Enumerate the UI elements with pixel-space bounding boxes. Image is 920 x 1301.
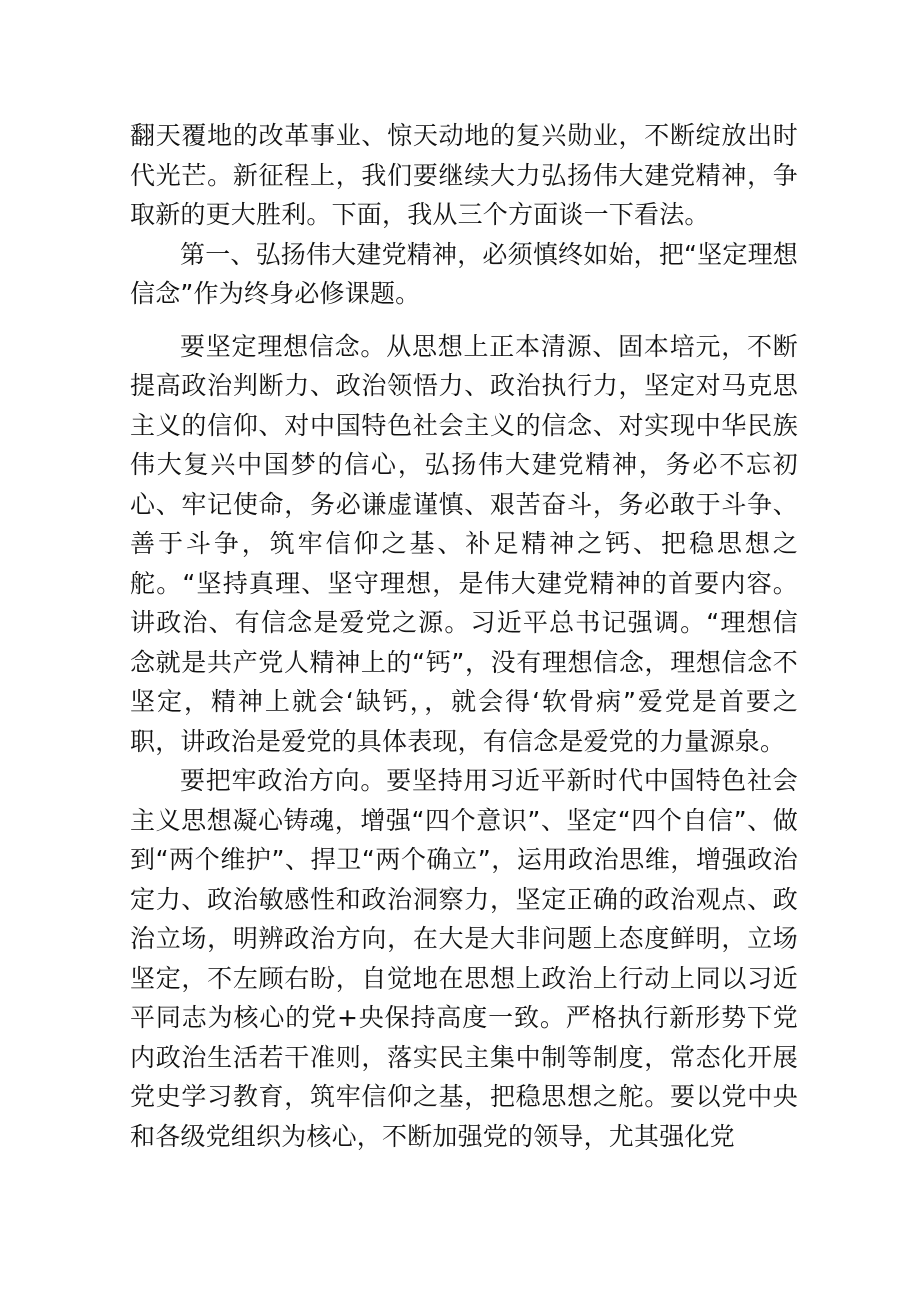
body-paragraph-political-direction: 要把牢政治方向。要坚持用习近平新时代中国特色社会主义思想凝心铸魂，增强“四个意识”、坚定“四个自信”、做到“两个维护”、捍卫“两个确立”，运用政治思维，增强政治定力、政治敏感性和政治洞察力，坚定正确的政治观点、政治立场，明辨政治方向，在大是大非问题上态度鲜明，立场坚定，不左顾右盼，自觉地在思想上政治上行动上同以习近平同志为核心的党+央保持高度一致。严格执行新形势下党内政治生活若干准则，落实民主集中制等制度，常态化开展党史学习教育，筑牢信仰之基，把稳思想之舵。要以党中央和各级党组织为核心，不断加强党的领导，尤其强化党	[130, 766, 798, 1151]
intro-paragraph: 翻天覆地的改革事业、惊天动地的复兴勋业，不断绽放出时代光芒。新征程上，我们要继续大力弘扬伟大建党精神，争取新的更大胜利。下面，我从三个方面谈一下看法。	[130, 121, 798, 229]
body-paragraph-firm-ideals: 要坚定理想信念。从思想上正本清源、固本培元，不断提高政治判断力、政治领悟力、政治执行力，坚定对马克思主义的信仰、对中国特色社会主义的信念、对实现中华民族伟大复兴中国梦的信心，弘扬伟大建党精神，务必不忘初心、牢记使命，务必谦虚谨慎、艰苦奋斗，务必敢于斗争、善于斗争，筑牢信仰之基、补足精神之钙、把稳思想之舵。“坚持真理、坚守理想，是伟大建党精神的首要内容。讲政治、有信念是爱党之源。习近平总书记强调。“理想信念就是共产党人精神上的“钙”，没有理想信念，理想信念不坚定，精神上就会‘缺钙，，就会得‘软骨病”爱党是首要之职，讲政治是爱党的具体表现，有信念是爱党的力量源泉。	[130, 331, 798, 756]
section-heading: 第一、弘扬伟大建党精神，必须慎终如始，把“坚定理想信念”作为终身必修课题。	[130, 239, 798, 308]
document-body	[130, 116, 798, 1156]
